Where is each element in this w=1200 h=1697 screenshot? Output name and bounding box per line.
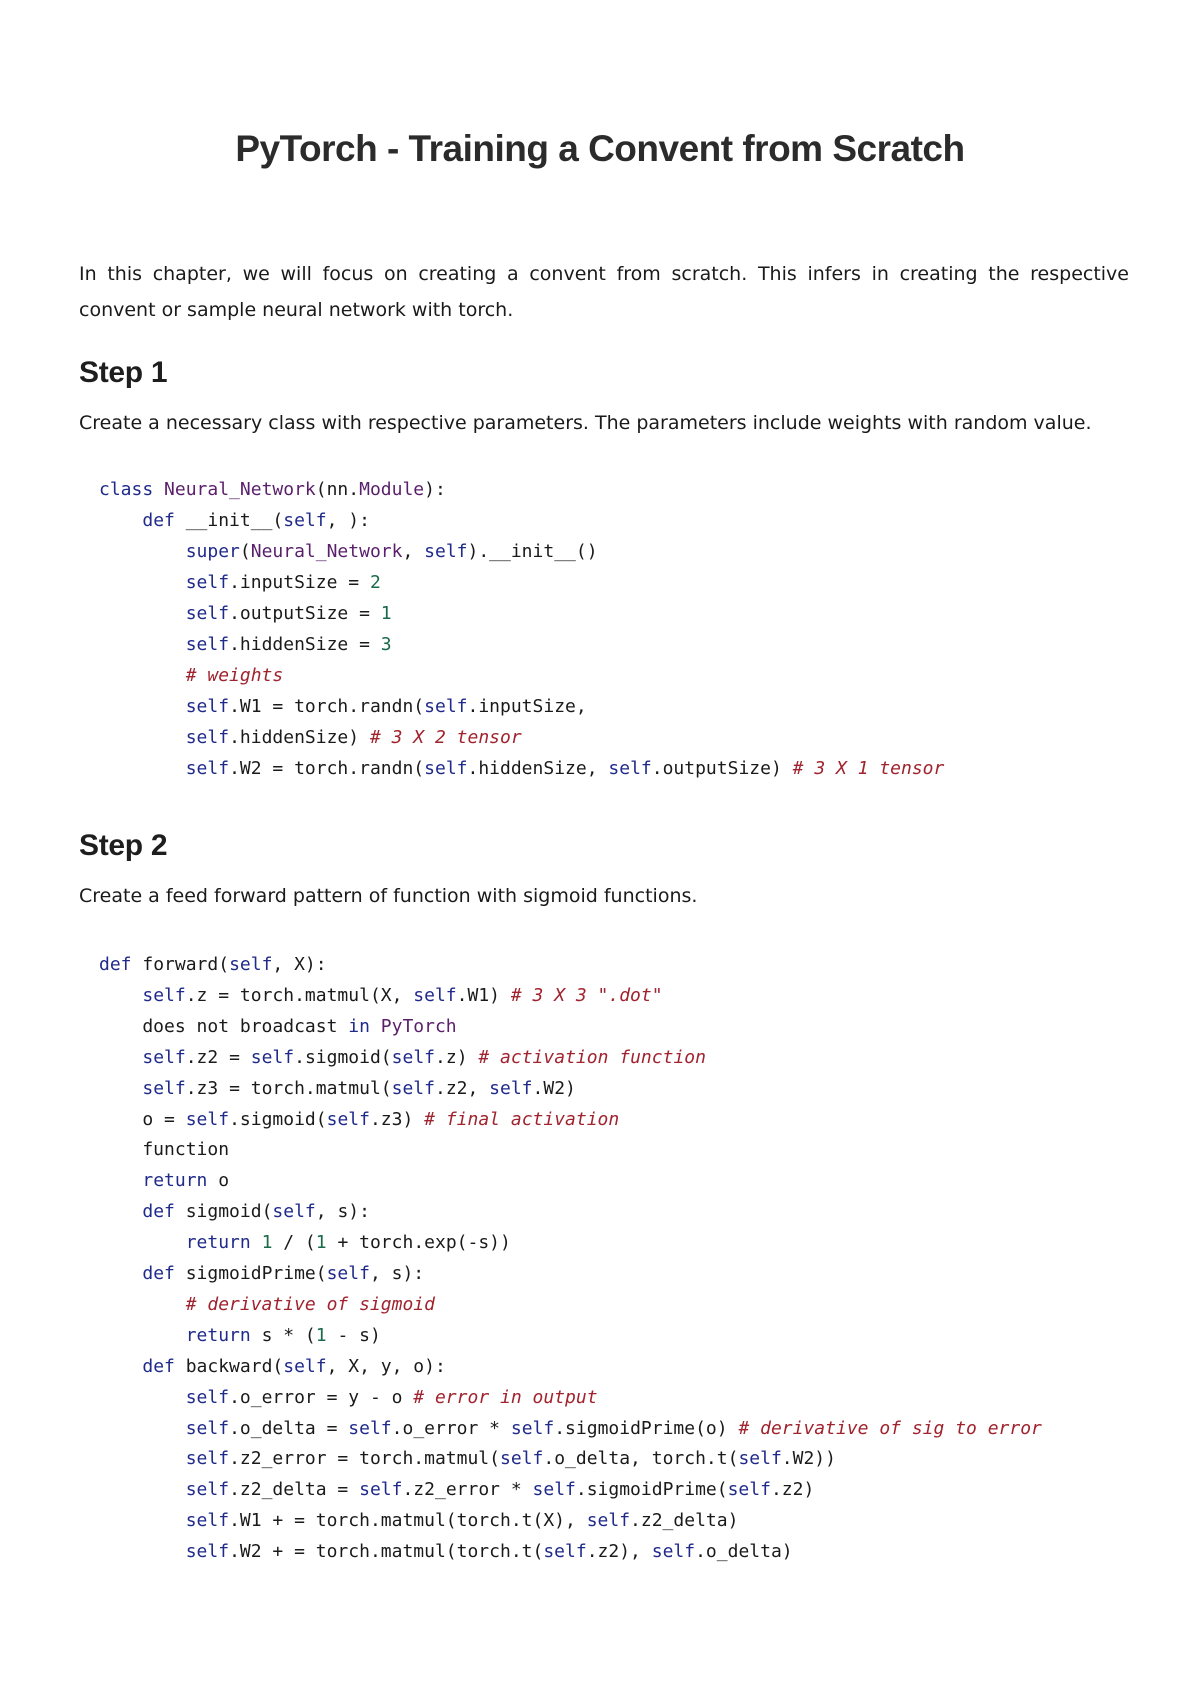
code-line: function	[99, 1139, 230, 1161]
code-line: self.z2 = self.sigmoid(self.z) # activation function	[142, 1046, 706, 1068]
code-line: self.z = torch.matmul(X, self.W1) # 3 X 3 ".dot"	[142, 984, 663, 1006]
code-line: return 1 / (1 + torch.exp(-s))	[185, 1232, 511, 1254]
code-line: def forward(self, X):	[99, 954, 327, 975]
code-line: class Neural_Network(nn.Module):	[99, 479, 446, 500]
code-line: def sigmoidPrime(self, s):	[142, 1263, 425, 1284]
code-line: def backward(self, X, y, o):	[142, 1355, 446, 1377]
code-line: self.inputSize = 2	[185, 572, 381, 593]
code-line: self.z2_delta = self.z2_error * self.sigmoidPrime(self.z2)	[185, 1479, 815, 1501]
page-title: PyTorch - Training a Convent from Scratch	[235, 128, 965, 169]
step-2-description: Create a feed forward pattern of function with sigmoid functions.	[79, 885, 698, 907]
code-line: self.z2_error = torch.matmul(self.o_delta, torch.t(self.W2))	[185, 1448, 836, 1470]
code-line: self.W2 = torch.randn(self.hiddenSize, self.outputSize) # 3 X 1 tensor	[185, 758, 945, 779]
code-line: self.hiddenSize = 3	[185, 634, 392, 655]
intro-paragraph: In this chapter, we will focus on creating a convent from scratch. This infers in creating the respective convent or sample neural network with torch.	[79, 263, 1129, 321]
code-line: return s * (1 - s)	[185, 1324, 381, 1346]
step-1-heading: Step 1	[79, 356, 168, 389]
code-line: does not broadcast in PyTorch	[99, 1015, 457, 1037]
code-line: def __init__(self, ):	[142, 510, 370, 531]
code-line: self.z3 = torch.matmul(self.z2, self.W2)	[142, 1077, 576, 1099]
code-line: return o	[142, 1170, 230, 1192]
code-line: # derivative of sigmoid	[185, 1293, 435, 1315]
code-line: self.W2 + = torch.matmul(torch.t(self.z2), self.o_delta)	[185, 1541, 793, 1563]
step-1-description: Create a necessary class with respective parameters. The parameters include weights with random value.	[79, 412, 1092, 434]
step-2-heading: Step 2	[79, 829, 168, 862]
code-line: # weights	[185, 665, 284, 686]
code-line: self.o_delta = self.o_error * self.sigmoidPrime(o) # derivative of sig to error	[185, 1417, 1042, 1439]
code-line: self.hiddenSize) # 3 X 2 tensor	[185, 727, 522, 748]
code-line: super(Neural_Network, self).__init__()	[185, 541, 598, 562]
code-line: self.outputSize = 1	[185, 603, 392, 624]
code-line: self.W1 + = torch.matmul(torch.t(X), self.z2_delta)	[185, 1510, 739, 1532]
code-line: def sigmoid(self, s):	[142, 1201, 370, 1223]
code-line: self.W1 = torch.randn(self.inputSize,	[185, 696, 587, 717]
code-line: o = self.sigmoid(self.z3) # final activation	[99, 1108, 620, 1130]
code-line: self.o_error = y - o # error in output	[185, 1386, 598, 1408]
